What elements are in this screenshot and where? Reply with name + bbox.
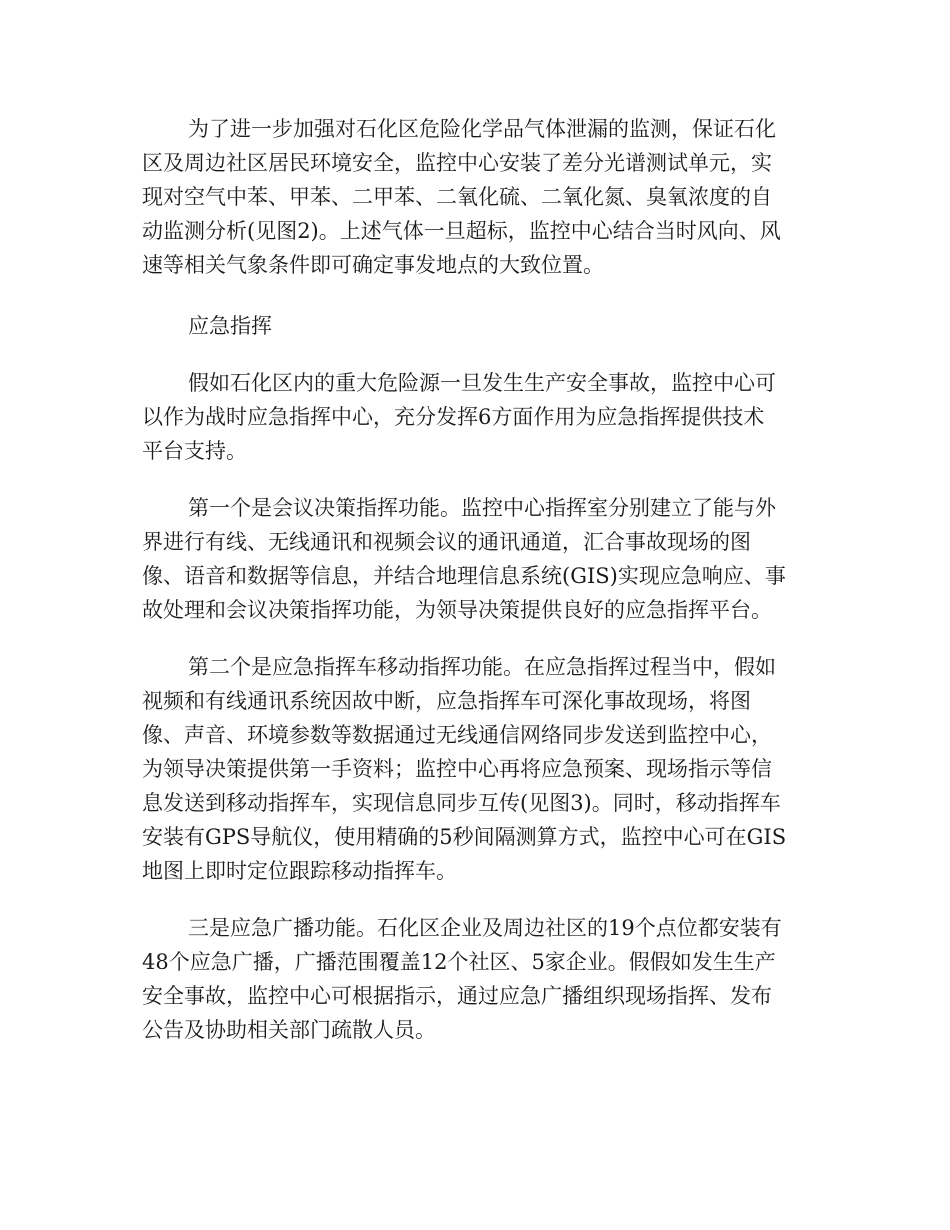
paragraph-5-line-6: 安装有GPS导航仪，使用精确的5秒间隔测算方式，监控中心可在GIS bbox=[142, 825, 787, 849]
paragraph-4-line-1: 第一个是会议决策指挥功能。监控中心指挥室分别建立了能与外 bbox=[188, 496, 776, 520]
paragraph-6-line-1: 三是应急广播功能。石化区企业及周边社区的19个点位都安装有 bbox=[188, 916, 782, 940]
paragraph-4-line-3: 像、语音和数据等信息，并结合地理信息系统(GIS)实现应急响应、事 bbox=[142, 564, 786, 588]
paragraph-5-line-7: 地图上即时定位跟踪移动指挥车。 bbox=[142, 859, 457, 883]
paragraph-5-line-4: 为领导决策提供第一手资料；监控中心再将应急预案、现场指示等信 bbox=[142, 757, 772, 781]
paragraph-5-line-3: 像、声音、环境参数等数据通过无线通信网络同步发送到监控中心， bbox=[142, 723, 772, 747]
paragraph-3-line-2: 以作为战时应急指挥中心，充分发挥6方面作用为应急指挥提供技术 bbox=[142, 405, 765, 429]
paragraph-5-line-1: 第二个是应急指挥车移动指挥功能。在应急指挥过程当中，假如 bbox=[188, 655, 776, 679]
paragraph-4-line-2: 界进行有线、无线通讯和视频会议的通讯通道，汇合事故现场的图 bbox=[142, 530, 751, 554]
paragraph-6-line-4: 公告及协助相关部门疏散人员。 bbox=[142, 1018, 436, 1042]
paragraph-5-line-2: 视频和有线通讯系统因故中断，应急指挥车可深化事故现场，将图 bbox=[142, 689, 751, 713]
paragraph-1-line-1: 为了进一步加强对石化区危险化学品气体泄漏的监测，保证石化 bbox=[188, 117, 776, 141]
section-heading: 应急指挥 bbox=[188, 314, 272, 338]
paragraph-4-line-4: 故处理和会议决策指挥功能，为领导决策提供良好的应急指挥平台。 bbox=[142, 598, 772, 622]
paragraph-5-line-5: 息发送到移动指挥车，实现信息同步互传(见图3)。同时，移动指挥车 bbox=[142, 791, 781, 815]
paragraph-1-line-3: 现对空气中苯、甲苯、二甲苯、二氧化硫、二氧化氮、臭氧浓度的自 bbox=[142, 185, 772, 209]
paragraph-1-line-5: 速等相关气象条件即可确定事发地点的大致位置。 bbox=[142, 253, 604, 277]
paragraph-3-line-3: 平台支持。 bbox=[142, 439, 247, 463]
paragraph-6-line-3: 安全事故，监控中心可根据指示，通过应急广播组织现场指挥、发布 bbox=[142, 984, 772, 1008]
paragraph-3-line-1: 假如石化区内的重大危险源一旦发生生产安全事故，监控中心可 bbox=[188, 371, 776, 395]
paragraph-1-line-2: 区及周边社区居民环境安全，监控中心安装了差分光谱测试单元，实 bbox=[142, 151, 772, 175]
paragraph-6-line-2: 48个应急广播，广播范围覆盖12个社区、5家企业。假假如发生生产 bbox=[142, 950, 776, 974]
paragraph-1-line-4: 动监测分析(见图2)。上述气体一旦超标，监控中心结合当时风向、风 bbox=[142, 219, 781, 243]
